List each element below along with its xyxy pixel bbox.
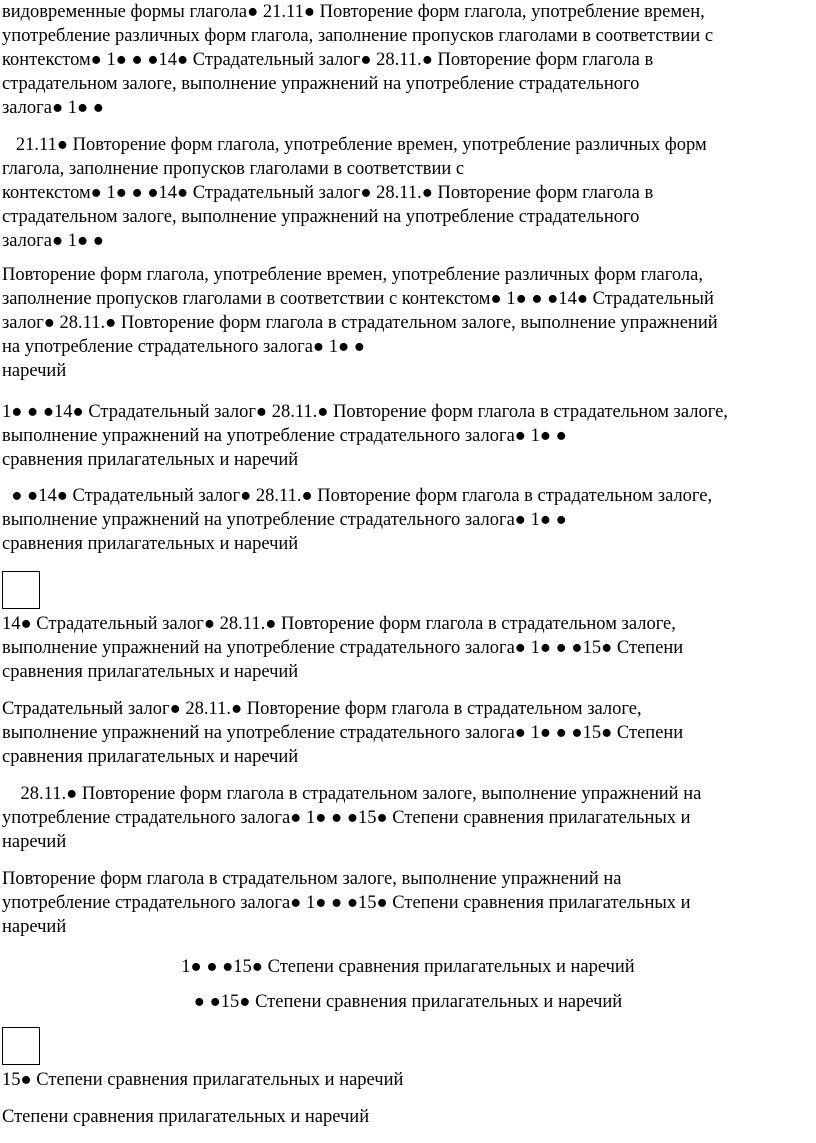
text-line: 1● ● ●14● Страдательный залог● 28.11.● Повторение форм глагола в страдательном залоге, xyxy=(2,402,728,422)
text-line: сравнения прилагательных и наречий xyxy=(2,662,299,682)
empty-checkbox-image xyxy=(2,571,40,609)
text-line: ● ●14● Страдательный залог● 28.11.● Повторение форм глагола в страдательном залоге, xyxy=(2,486,713,506)
text-line: выполнение упражнений на употребление страдательного залога● 1● ● ●15● Степени xyxy=(2,638,684,658)
paragraph-5 xyxy=(2,484,814,556)
text-line: Повторение форм глагола, употребление времен, употребление различных форм глагола, xyxy=(2,265,703,285)
text-line: контекстом● 1● ● ●14● Страдательный залог● 28.11.● Повторение форм глагола в xyxy=(2,50,654,70)
text-line: ● ●15● Степени сравнения прилагательных и наречий xyxy=(193,992,623,1012)
text-line: сравнения прилагательных и наречий xyxy=(2,450,299,470)
text-line: сравнения прилагательных и наречий xyxy=(2,747,299,767)
text-line: страдательном залоге, выполнение упражнений на употребление страдательного xyxy=(2,74,640,94)
paragraph-3 xyxy=(2,263,814,383)
text-line: наречий xyxy=(2,361,67,381)
text-line: употребление различных форм глагола, заполнение пропусков глаголами в соответствии с xyxy=(2,26,714,46)
paragraph-13 xyxy=(2,1105,814,1129)
empty-checkbox-image-2 xyxy=(2,1027,40,1065)
text-line: видовременные формы глагола● 21.11● Повторение форм глагола, употребление времен, xyxy=(2,2,705,22)
text-line: глагола, заполнение пропусков глаголами в соответствии с xyxy=(2,159,465,179)
text-line: залога● 1● ● xyxy=(2,231,104,251)
text-line: 15● Степени сравнения прилагательных и наречий xyxy=(2,1070,404,1090)
text-line: выполнение упражнений на употребление страдательного залога● 1● ● xyxy=(2,510,567,530)
paragraph-11 xyxy=(2,990,814,1014)
text-line: употребление страдательного залога● 1● ● ●15● Степени сравнения прилагательных и xyxy=(2,893,691,913)
text-line: употребление страдательного залога● 1● ● ●15● Степени сравнения прилагательных и xyxy=(2,808,691,828)
paragraph-4 xyxy=(2,400,814,472)
text-line: заполнение пропусков глаголами в соответствии с контекстом● 1● ● ●14● Страдательный xyxy=(2,289,714,309)
text-line: наречий xyxy=(2,832,67,852)
text-line: Страдательный залог● 28.11.● Повторение форм глагола в страдательном залоге, xyxy=(2,699,642,719)
text-line: 21.11● Повторение форм глагола, употребление времен, употребление различных форм xyxy=(2,135,707,155)
text-line: 28.11.● Повторение форм глагола в страдательном залоге, выполнение упражнений на xyxy=(2,784,702,804)
text-line: на употребление страдательного залога● 1● ● xyxy=(2,337,365,357)
paragraph-7 xyxy=(2,697,814,769)
text-line: 1● ● ●15● Степени сравнения прилагательных и наречий xyxy=(181,957,635,977)
text-line: контекстом● 1● ● ●14● Страдательный залог● 28.11.● Повторение форм глагола в xyxy=(2,183,654,203)
paragraph-9 xyxy=(2,867,814,939)
text-line: 14● Страдательный залог● 28.11.● Повторение форм глагола в страдательном залоге, xyxy=(2,614,676,634)
text-line: сравнения прилагательных и наречий xyxy=(2,534,299,554)
paragraph-12 xyxy=(2,1068,814,1092)
text-line: Повторение форм глагола в страдательном залоге, выполнение упражнений на xyxy=(2,869,622,889)
text-line: выполнение упражнений на употребление страдательного залога● 1● ● xyxy=(2,426,567,446)
paragraph-8 xyxy=(2,782,814,854)
text-line: выполнение упражнений на употребление страдательного залога● 1● ● ●15● Степени xyxy=(2,723,684,743)
text-line: наречий xyxy=(2,917,67,937)
text-line: залог● 28.11.● Повторение форм глагола в страдательном залоге, выполнение упражнений xyxy=(2,313,718,333)
paragraph-2 xyxy=(2,133,814,253)
text-line: Степени сравнения прилагательных и наречий xyxy=(2,1107,370,1127)
paragraph-1 xyxy=(2,0,814,120)
paragraph-6 xyxy=(2,612,814,684)
text-line: залога● 1● ● xyxy=(2,98,104,118)
paragraph-10 xyxy=(2,955,814,979)
text-line: страдательном залоге, выполнение упражнений на употребление страдательного xyxy=(2,207,640,227)
